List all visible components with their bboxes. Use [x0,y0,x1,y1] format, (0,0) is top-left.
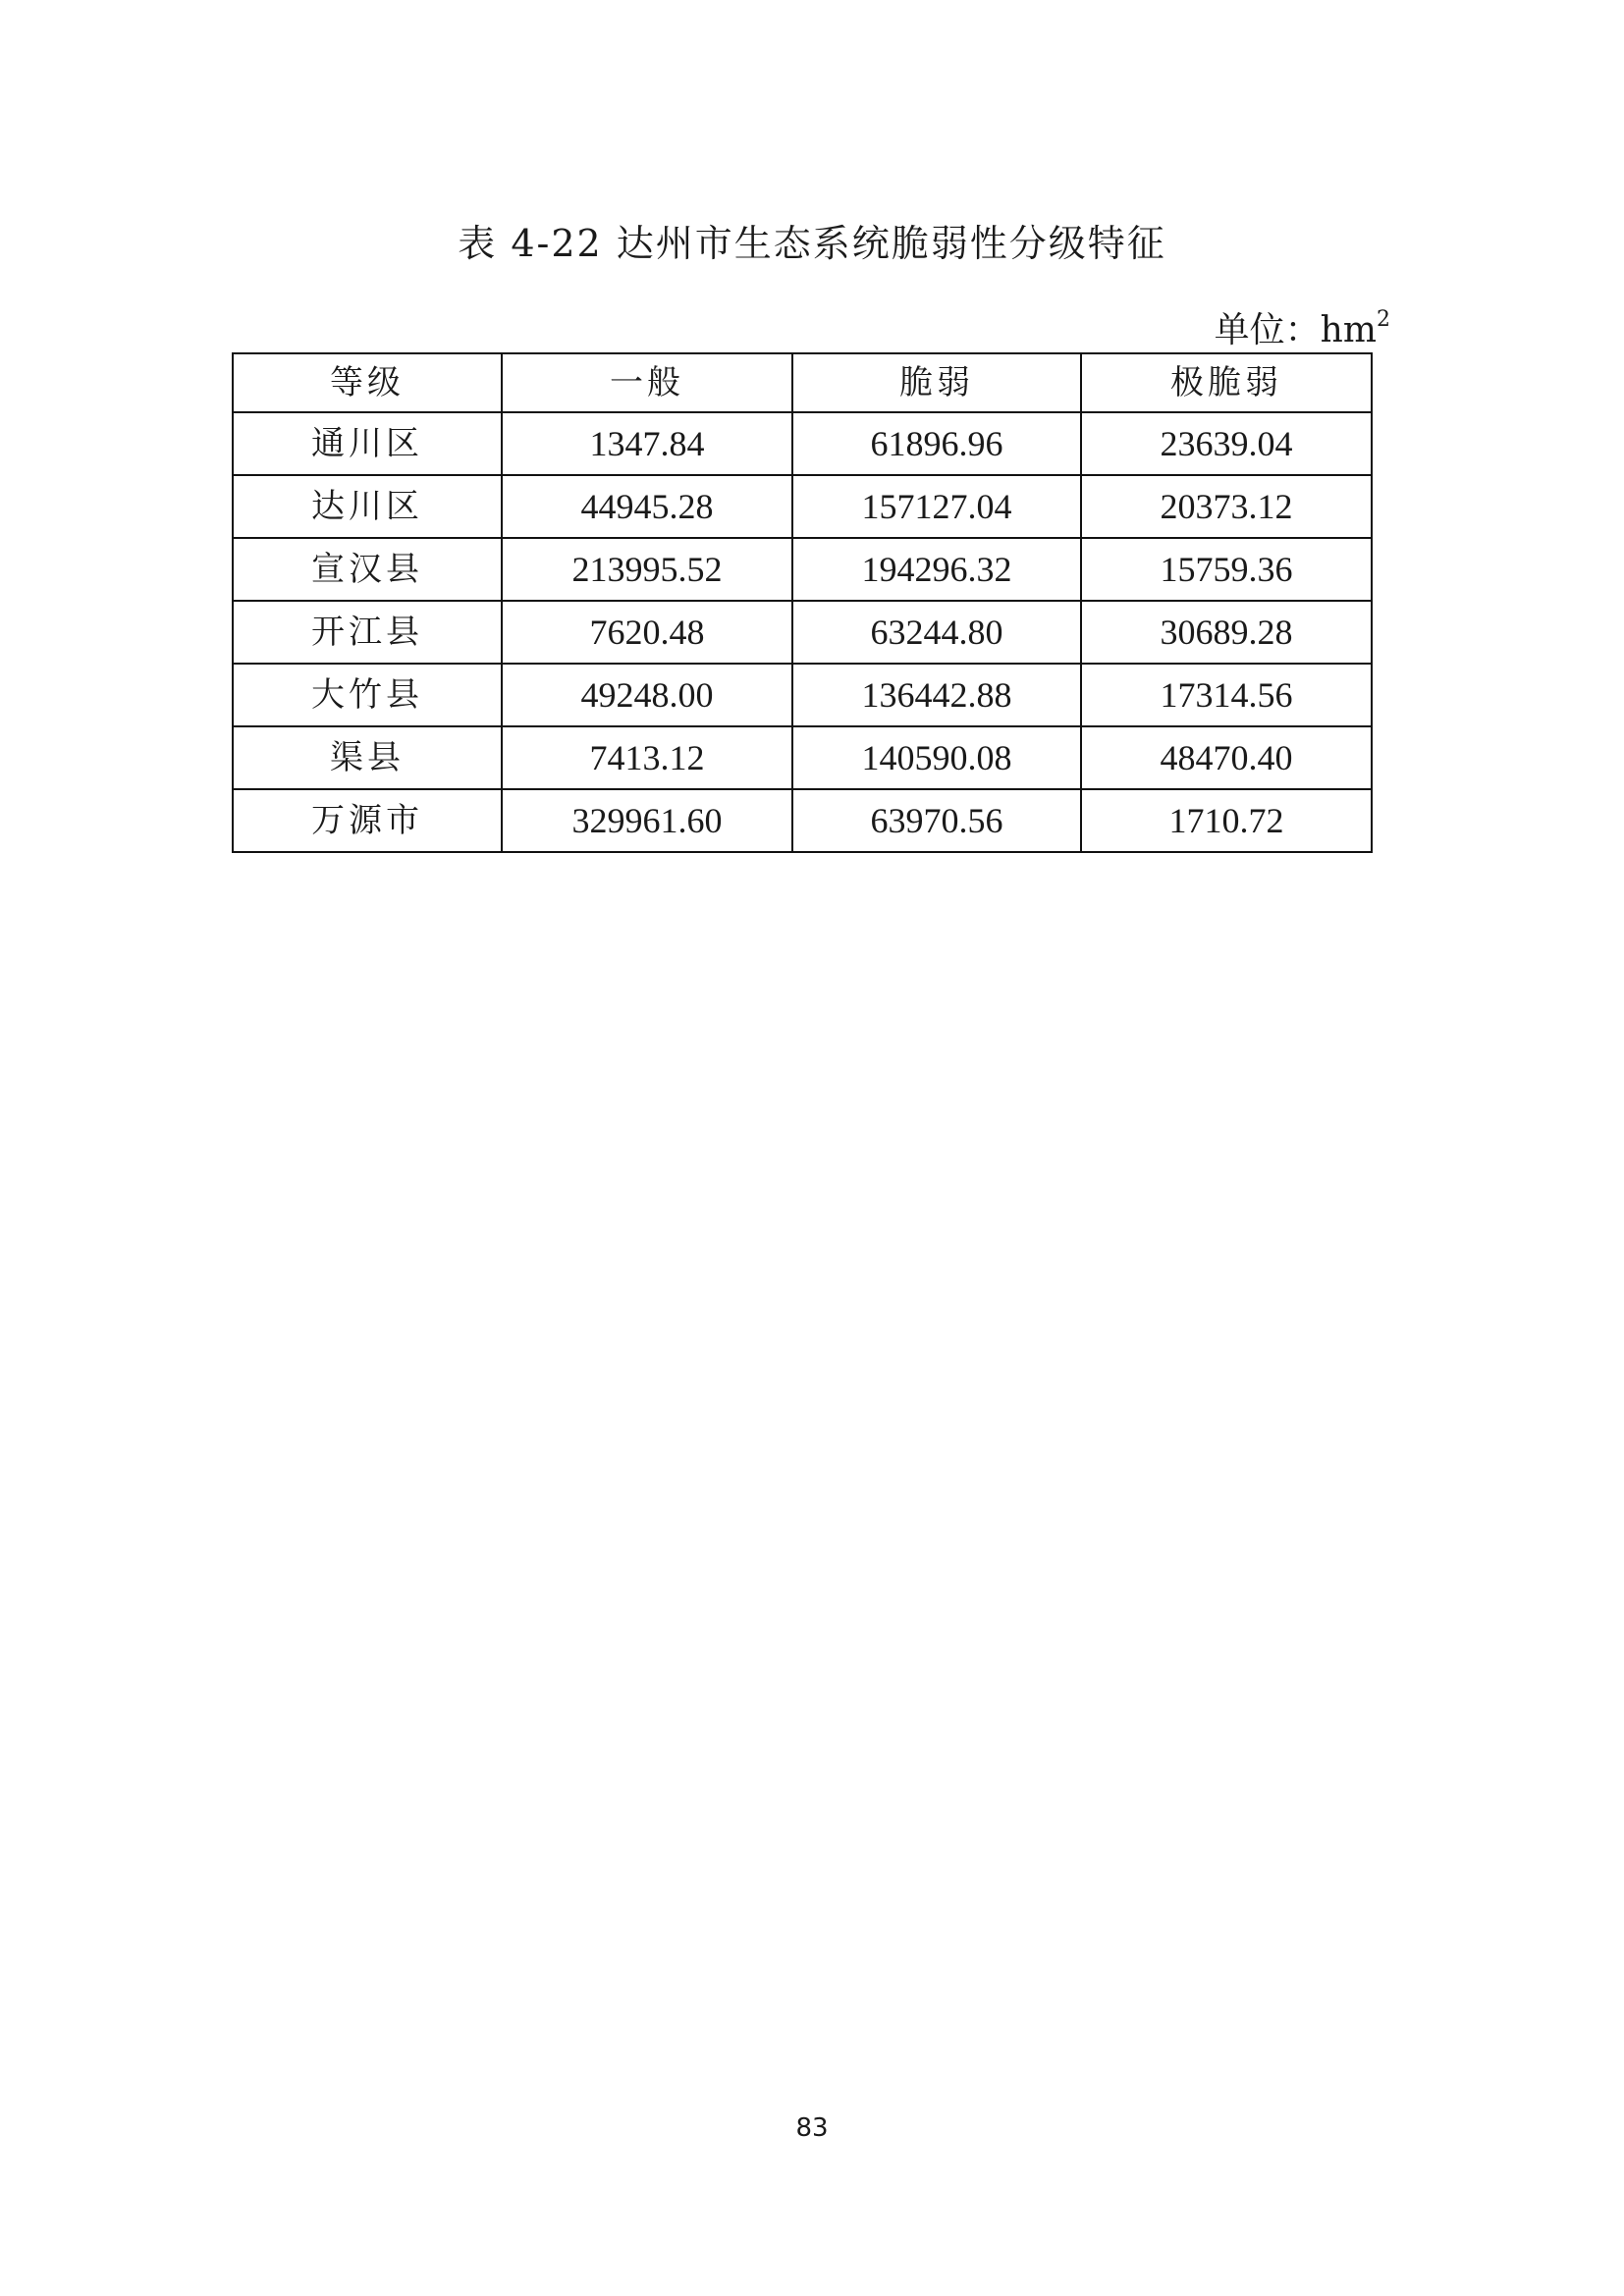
cell-extremely-vulnerable: 1710.72 [1081,789,1372,852]
cell-extremely-vulnerable: 23639.04 [1081,412,1372,475]
table-row [233,664,1372,726]
cell-vulnerable: 136442.88 [792,664,1081,726]
cell-extremely-vulnerable: 20373.12 [1081,475,1372,538]
cell-general: 7413.12 [502,726,792,789]
row-district: 开江县 [233,601,502,664]
row-district: 万源市 [233,789,502,852]
cell-vulnerable: 194296.32 [792,538,1081,601]
page-number: 83 [795,2113,829,2143]
header-extremely-vulnerable: 极脆弱 [1081,353,1372,412]
cell-general: 329961.60 [502,789,792,852]
table-header-row [233,353,1372,412]
cell-extremely-vulnerable: 17314.56 [1081,664,1372,726]
cell-general: 213995.52 [502,538,792,601]
cell-vulnerable: 63244.80 [792,601,1081,664]
cell-general: 49248.00 [502,664,792,726]
table-row [233,412,1372,475]
unit-label [1215,294,1390,356]
cell-extremely-vulnerable: 30689.28 [1081,601,1372,664]
vulnerability-table [232,352,1373,853]
header-general: 一般 [502,353,792,412]
row-district: 达川区 [233,475,502,538]
cell-extremely-vulnerable: 48470.40 [1081,726,1372,789]
table-title: 表 4-22 达州市生态系统脆弱性分级特征 [458,222,1166,265]
row-district: 宣汉县 [233,538,502,601]
cell-vulnerable: 157127.04 [792,475,1081,538]
cell-general: 7620.48 [502,601,792,664]
table-row [233,475,1372,538]
table-row [233,538,1372,601]
table-row [233,601,1372,664]
header-grade: 等级 [233,353,502,412]
row-district: 通川区 [233,412,502,475]
unit-text: 单位：hm [1214,310,1377,350]
cell-general: 1347.84 [502,412,792,475]
cell-vulnerable: 61896.96 [792,412,1081,475]
table-row [233,726,1372,789]
table-row [233,789,1372,852]
cell-vulnerable: 63970.56 [792,789,1081,852]
cell-extremely-vulnerable: 15759.36 [1081,538,1372,601]
cell-general: 44945.28 [502,475,792,538]
row-district: 大竹县 [233,664,502,726]
header-vulnerable: 脆弱 [792,353,1081,412]
row-district: 渠县 [233,726,502,789]
cell-vulnerable: 140590.08 [792,726,1081,789]
unit-superscript: 2 [1377,307,1390,332]
